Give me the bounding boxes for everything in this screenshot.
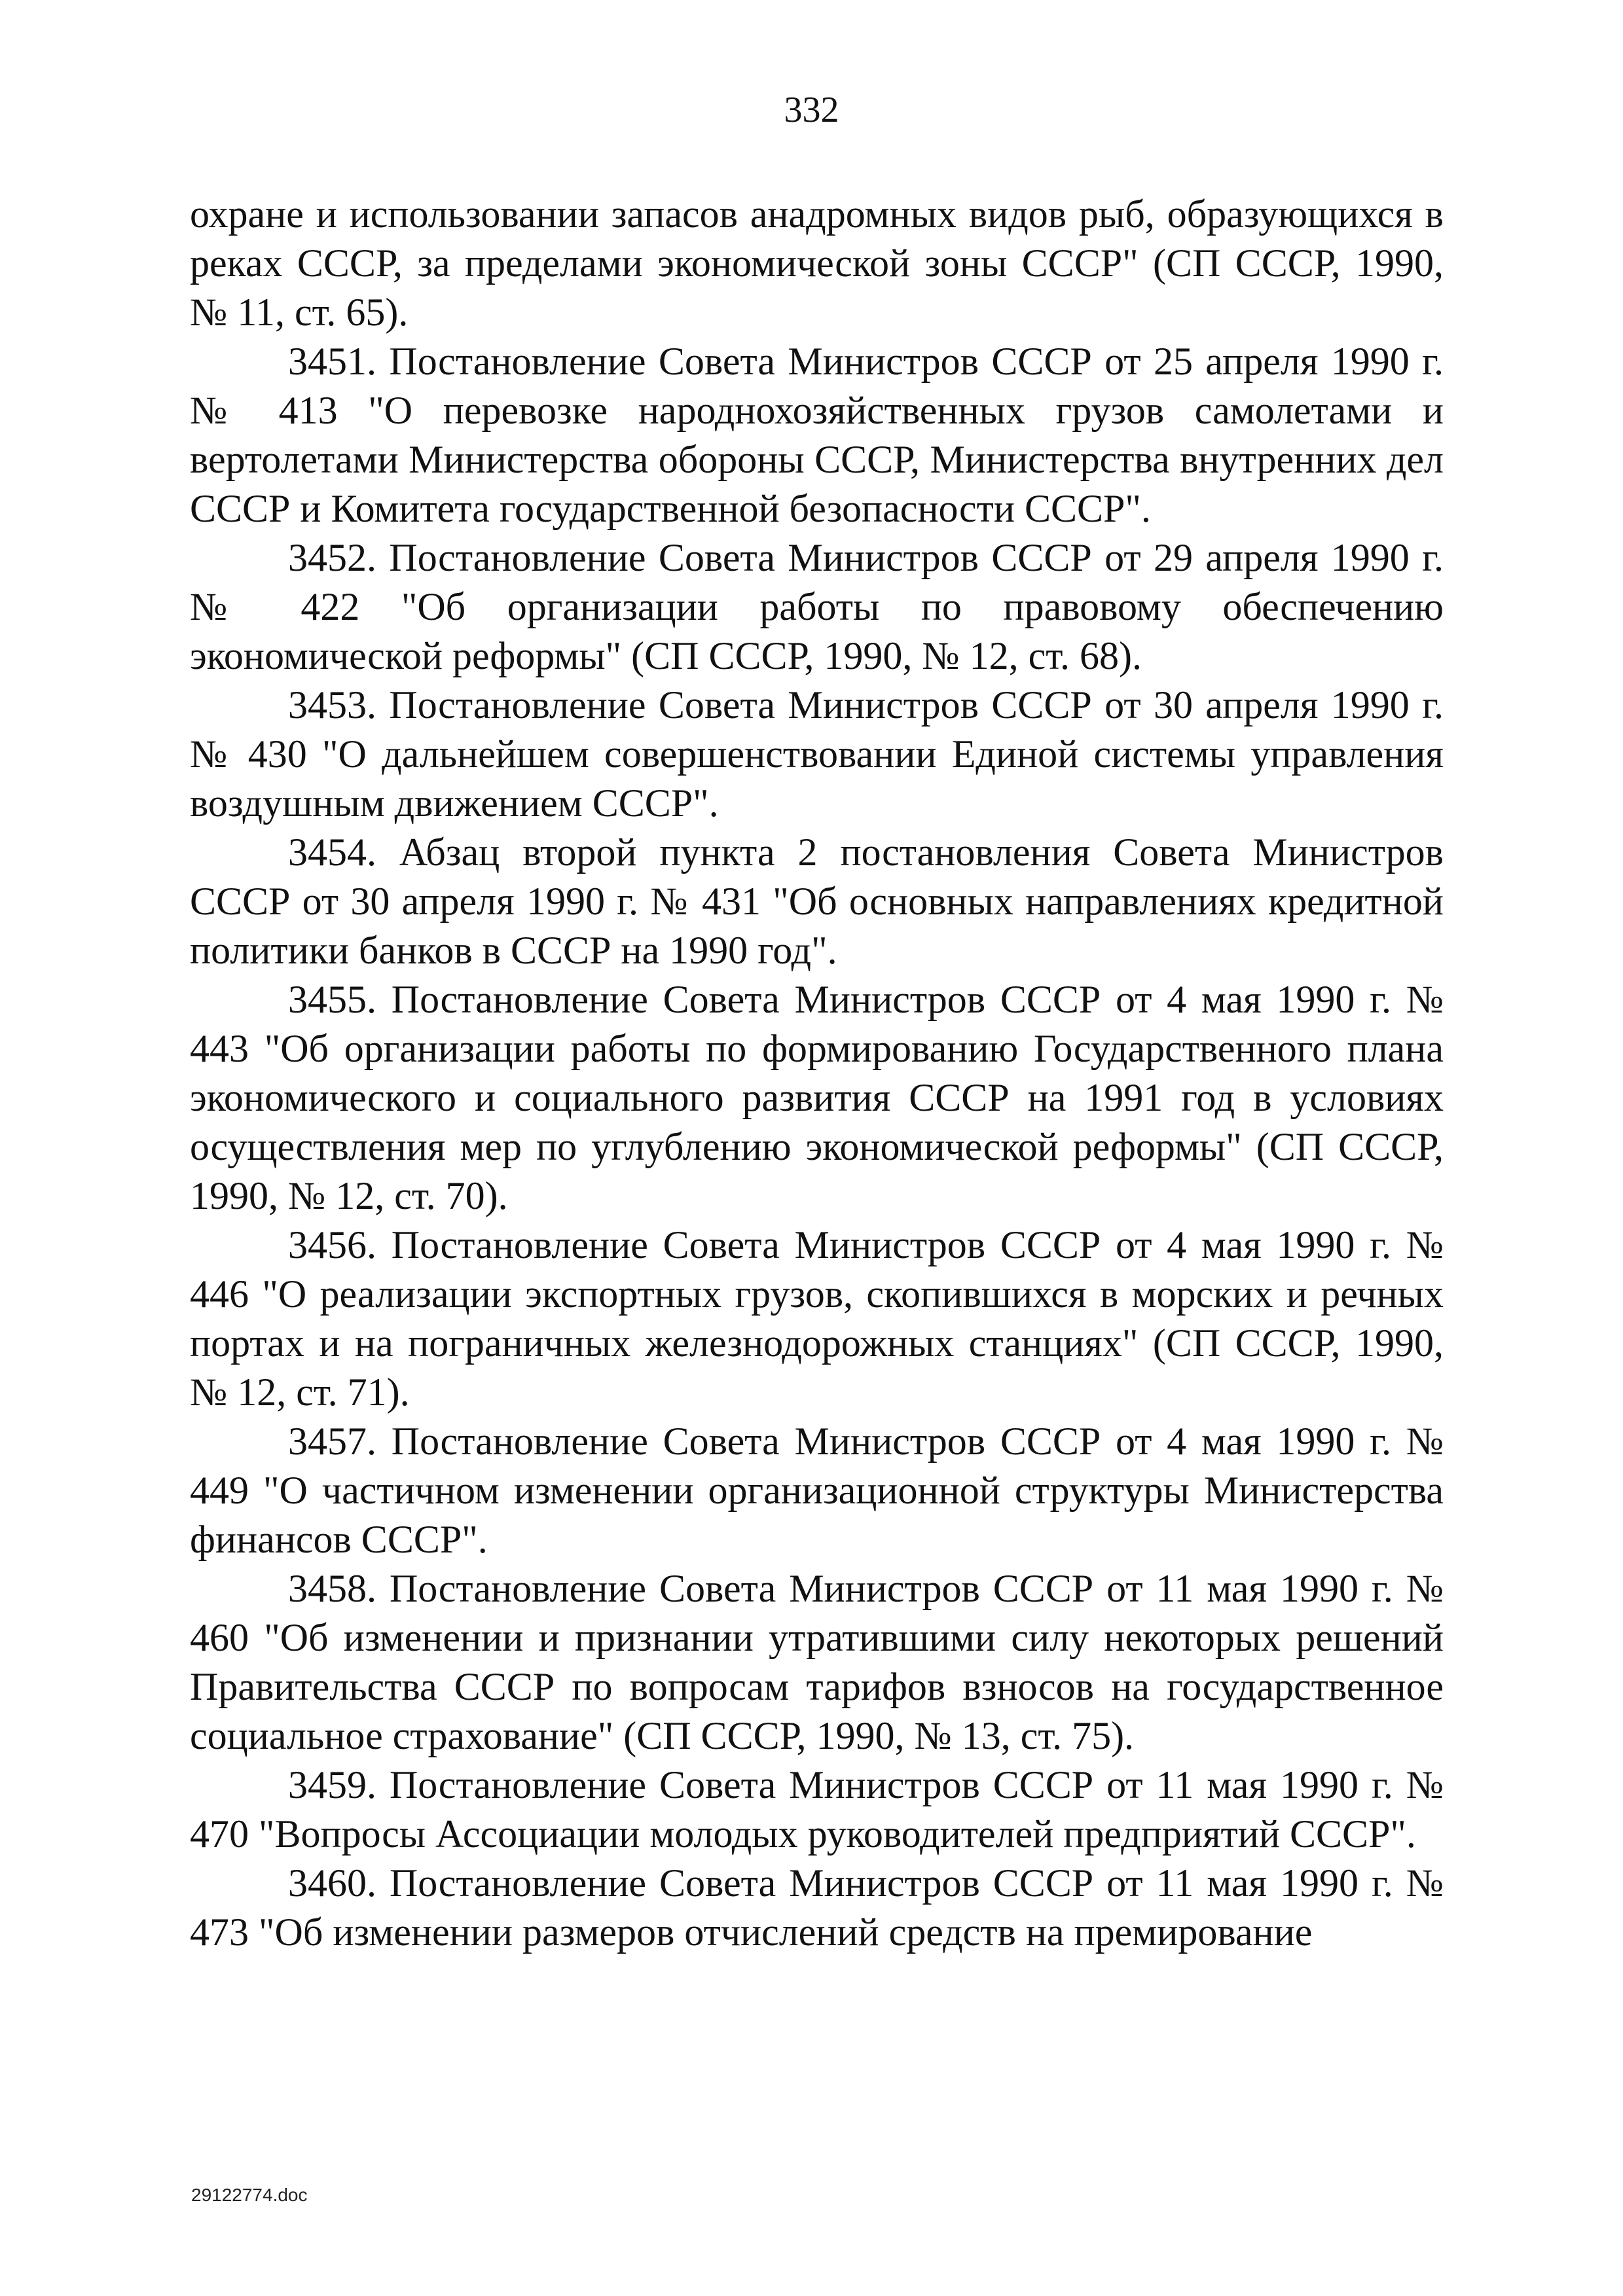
list-item-3455: 3455. Постановление Совета Министров СССР от 4 мая 1990 г. № 443 "Об организации работы по формированию Государственного плана экономического и социального развития СССР на 1991 год в условиях осуществления мер по углублению экономической реформы" (СП СССР, 1990, № 12, ст. 70). [190,978,1444,1217]
continuation-paragraph: охране и использовании запасов анадромных видов рыб, образующихся в реках СССР, за пределами экономической зоны СССР" (СП СССР, 1990, № 11, ст. 65). [190,192,1444,334]
list-item-3460: 3460. Постановление Совета Министров СССР от 11 мая 1990 г. № 473 "Об изменении размеров отчислений средств на премирование [190,1861,1444,1954]
list-item-3453: 3453. Постановление Совета Министров СССР от 30 апреля 1990 г. № 430 "О дальнейшем совершенствовании Единой системы управления воздушным движением СССР". [190,683,1444,825]
list-item-3459: 3459. Постановление Совета Министров СССР от 11 мая 1990 г. № 470 "Вопросы Ассоциации молодых руководителей предприятий СССР". [190,1763,1444,1856]
list-item-3454: 3454. Абзац второй пункта 2 постановления Совета Министров СССР от 30 апреля 1990 г. № 431 "Об основных направлениях кредитной политики банков в СССР на 1990 год". [190,831,1444,972]
list-item-3458: 3458. Постановление Совета Министров СССР от 11 мая 1990 г. № 460 "Об изменении и признании утратившими силу некоторых решений Правительства СССР по вопросам тарифов взносов на государственное социальное страхование" (СП СССР, 1990, № 13, ст. 75). [190,1567,1444,1757]
page-number: 332 [784,90,839,130]
document-body [190,190,1444,1957]
list-item-3457: 3457. Постановление Совета Министров СССР от 4 мая 1990 г. № 449 "О частичном изменении организационной структуры Министерства финансов СССР". [190,1420,1444,1561]
list-item-3452: 3452. Постановление Совета Министров СССР от 29 апреля 1990 г. № 422 "Об организации работы по правовому обеспечению экономической реформы" (СП СССР, 1990, № 12, ст. 68). [190,536,1444,677]
list-item-3451: 3451. Постановление Совета Министров СССР от 25 апреля 1990 г. № 413 "О перевозке народнохозяйственных грузов самолетами и вертолетами Министерства обороны СССР, Министерства внутренних дел СССР и Комитета государственной безопасности СССР". [190,340,1444,530]
list-item-3456: 3456. Постановление Совета Министров СССР от 4 мая 1990 г. № 446 "О реализации экспортных грузов, скопившихся в морских и речных портах и на пограничных железнодорожных станциях" (СП СССР, 1990, № 12, ст. 71). [190,1223,1444,1414]
document-filename: 29122774.doc [191,2185,308,2205]
